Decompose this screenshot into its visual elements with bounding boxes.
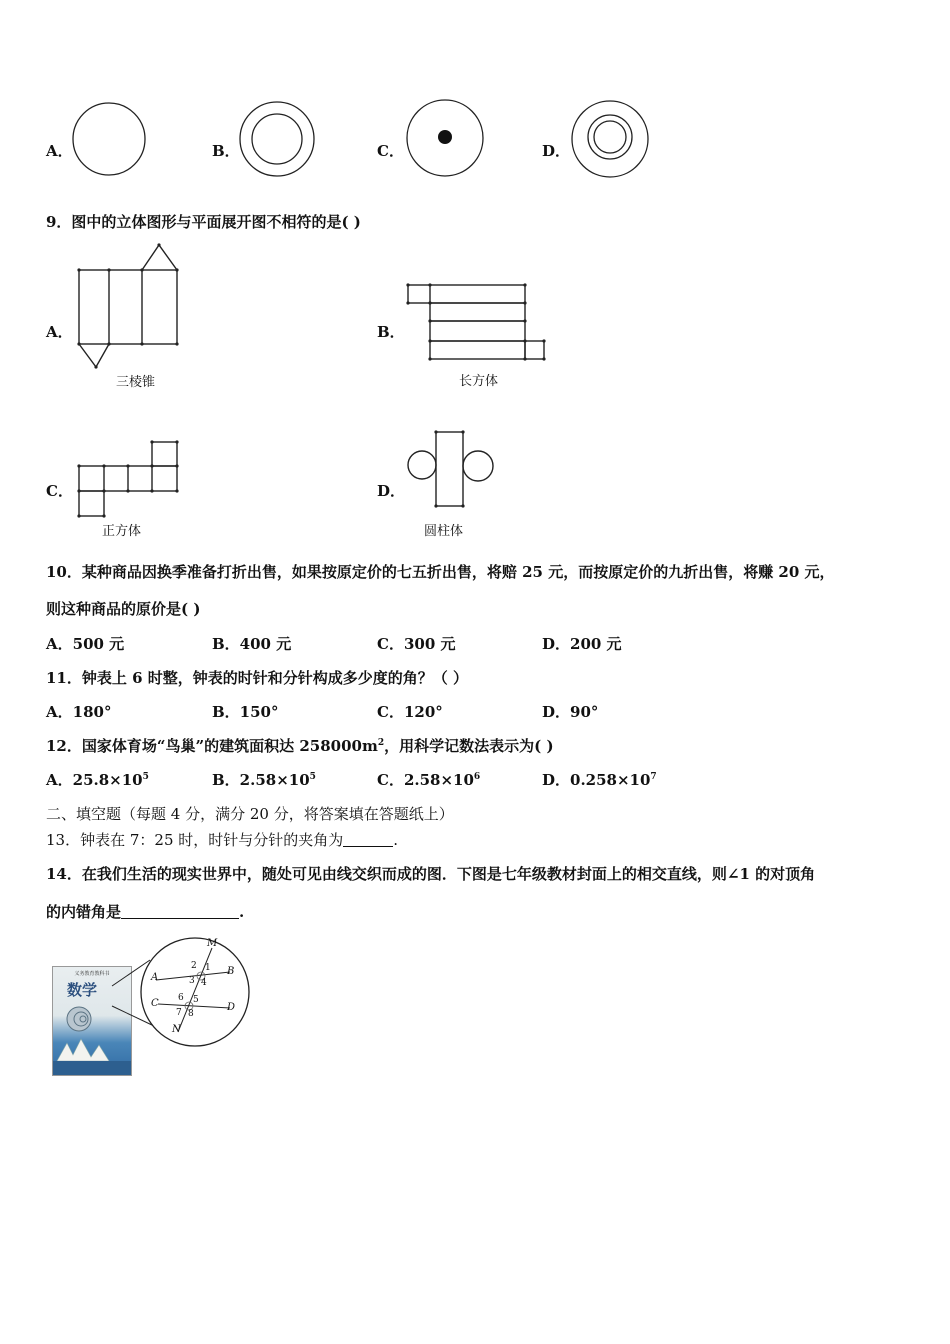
q13-stem — [46, 830, 398, 850]
q9-option-a-label: A． — [46, 323, 73, 341]
q12-option-d — [542, 770, 657, 790]
q8-option-d-label: D． — [542, 142, 571, 160]
q8-option-c-label: C． — [377, 142, 404, 160]
q12-option-c-exponent: 6 — [473, 772, 481, 782]
q11-option-c: C．120° — [377, 703, 443, 721]
q13-stem-text: 13．钟表在 7：25 时，时针与分针的夹角为 — [46, 831, 344, 849]
q14-stem-line1: 14．在我们生活的现实世界中，随处可见由线交织而成的图．下图是七年级教材封面上的相交直线，则∠1 的对顶角 — [46, 865, 816, 883]
q9-option-a-caption: 三棱锥 — [116, 375, 156, 390]
q10-stem-line1: 10．某种商品因换季准备打折出售，如果按原定价的七五折出售，将赔 25 元，而按原定价的九折出售，将赚 20 元， — [46, 563, 835, 581]
angle-8: 8 — [188, 1009, 194, 1019]
q14-stem-line2 — [46, 902, 244, 922]
q14-figure — [50, 936, 255, 1078]
q12-option-b-base: B．2.58×10 — [212, 771, 310, 789]
q9-option-a-figure — [72, 240, 182, 390]
q9-option-c-figure — [72, 436, 184, 540]
q14-stem-text: 的内错角是 — [46, 903, 122, 921]
q10-stem-line2: 则这种商品的原价是( ) — [46, 600, 201, 618]
q11-option-a: A．180° — [46, 703, 112, 721]
triangular-prism-net-diagram — [72, 240, 182, 390]
label-m: M — [207, 938, 218, 949]
q12-option-d-base: D．0.258×10 — [542, 771, 651, 789]
label-b: B — [227, 966, 235, 977]
q8-option-a-label: A． — [46, 142, 73, 160]
q9-option-b-label: B． — [377, 323, 405, 341]
label-c: C — [151, 998, 159, 1009]
q12-option-c — [377, 770, 480, 790]
label-n: N — [172, 1024, 181, 1035]
label-a: A — [151, 972, 159, 983]
q12-option-b-exponent: 5 — [309, 772, 316, 782]
q14-stem-tail: . — [239, 903, 245, 921]
q12-stem-tail: ，用科学记数法表示为( ) — [384, 737, 554, 755]
angle-5: 5 — [193, 995, 199, 1005]
section-2-title: 二、填空题（每题 4 分，满分 20 分，将答案填在答题纸上） — [46, 805, 454, 823]
q10-option-c: C．300 元 — [377, 635, 456, 653]
angle-2: 2 — [191, 961, 197, 971]
q13-stem-tail: . — [393, 831, 399, 849]
label-d: D — [227, 1002, 236, 1013]
q12-option-b — [212, 770, 316, 790]
angle-1: 1 — [205, 963, 211, 973]
q12-option-a-base: A．25.8×10 — [46, 771, 143, 789]
q10-option-b: B．400 元 — [212, 635, 292, 653]
angle-3: 3 — [189, 976, 195, 986]
q12-stem — [46, 736, 554, 756]
q8-option-b-figure — [238, 100, 318, 178]
textbook-title: 数学 — [67, 981, 98, 999]
angle-6: 6 — [178, 993, 184, 1003]
q11-option-d: D．90° — [542, 703, 599, 721]
q9-stem: 9．图中的立体图形与平面展开图不相符的是( ) — [46, 213, 361, 231]
q9-option-c-label: C． — [46, 482, 73, 500]
q9-option-c-caption: 正方体 — [102, 524, 142, 539]
q12-stem-superscript: 2 — [377, 738, 385, 748]
q11-stem: 11．钟表上 6 时整，钟表的时针和分针构成多少度的角？（ ） — [46, 669, 468, 687]
textbook-series: 义务教育教科书 — [74, 971, 110, 977]
q12-option-c-base: C．2.58×10 — [377, 771, 474, 789]
q9-option-b-caption: 长方体 — [459, 374, 499, 389]
q9-option-d-caption: 圆柱体 — [424, 524, 464, 539]
q10-option-a: A．500 元 — [46, 635, 125, 653]
q10-option-d: D．200 元 — [542, 635, 622, 653]
q9-option-b-figure — [404, 280, 552, 390]
angle-4: 4 — [201, 978, 207, 988]
q9-option-d-label: D． — [377, 482, 406, 500]
q8-option-a-figure — [72, 100, 148, 178]
q8-option-d-figure — [569, 99, 651, 179]
q12-option-a-exponent: 5 — [142, 772, 149, 782]
intersecting-lines-diagram — [138, 936, 254, 1048]
q14-answer-blank[interactable] — [121, 904, 239, 919]
angle-7: 7 — [176, 1008, 182, 1018]
q8-option-b-label: B． — [212, 142, 240, 160]
q9-option-d-figure — [404, 425, 500, 541]
q12-option-d-exponent: 7 — [650, 772, 657, 782]
q12-stem-text: 12．国家体育场“鸟巢”的建筑面积达 258000m — [46, 737, 378, 755]
q12-option-a — [46, 770, 149, 790]
q8-option-c-figure — [404, 98, 486, 178]
q13-answer-blank[interactable] — [343, 832, 393, 847]
q11-option-b: B．150° — [212, 703, 279, 721]
